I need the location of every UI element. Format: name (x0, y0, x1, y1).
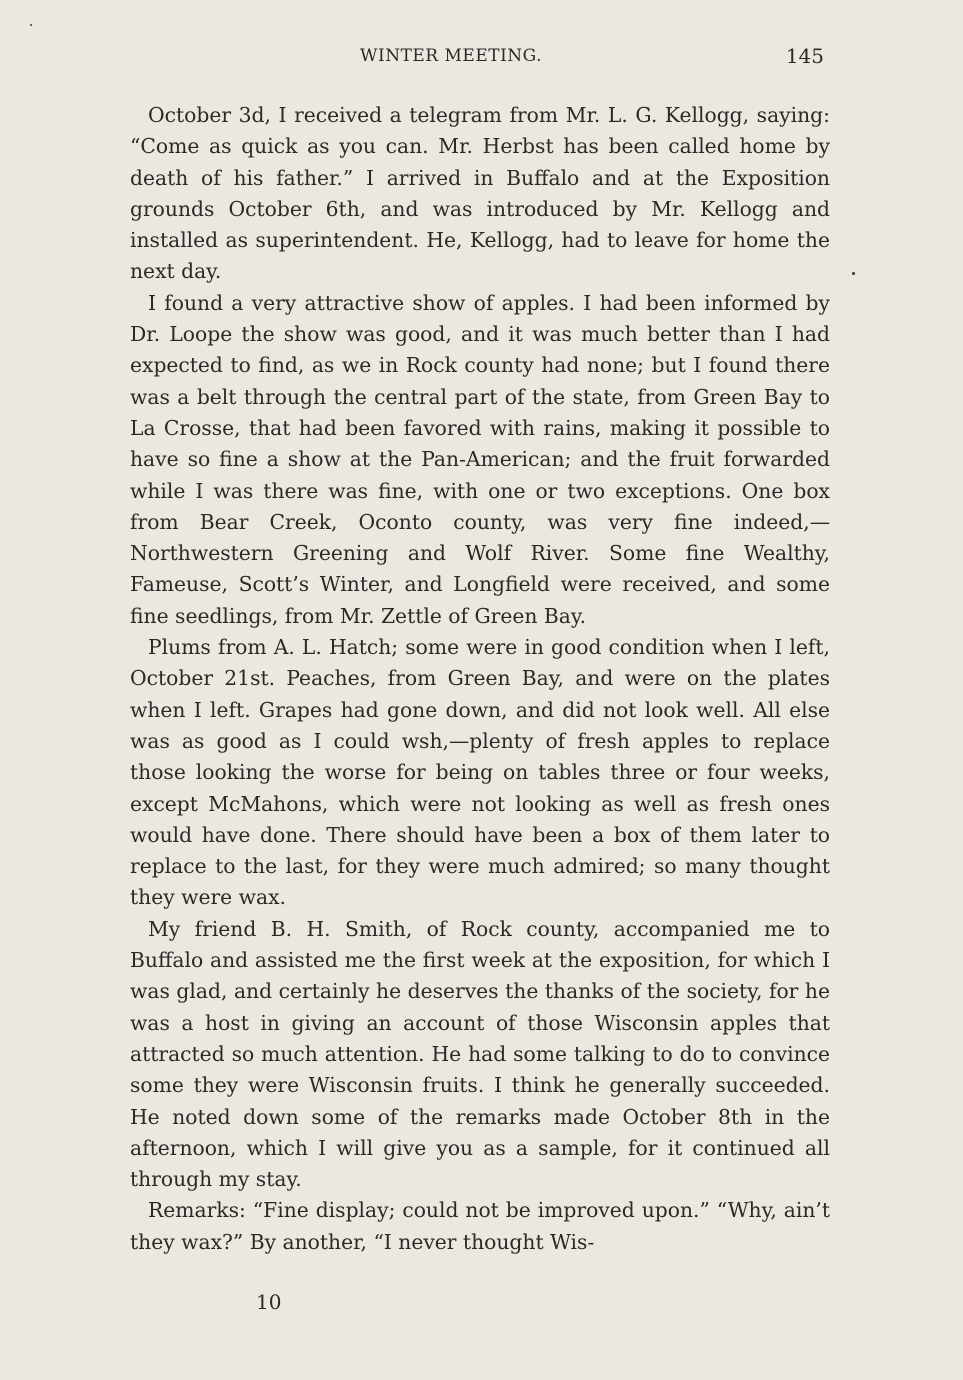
paragraph-plums-peaches: Plums from A. L. Hatch; some were in good condition when I left, October 21st. Peaches, from Green Bay, and were on the plates when I left. Grapes had gone down, and did not look well. All else was as good as I could wsh,—plenty of fresh apples to replace those looking the worse for being on tables three or four weeks, except McMahons, which were not looking as well as fresh ones would have done. There should have been a box of them later to replace to the last, for they were much admired; so many thought they were wax. (130, 635, 830, 910)
paragraph-apples-show: I found a very attractive show of apples. I had been informed by Dr. Loope the show was good, and it was much better than I had expected to find, as we in Rock county had none; but I found there was a belt through the central part of the state, from Green Bay to La Crosse, that had been favored with rains, making it possible to have so fine a show at the Pan-American; and the fruit forwarded while I was there was fine, with one or two exceptions. One box from Bear Creek, Oconto county, was very fine indeed,—Northwestern Greening and Wolf River. Some fine Wealthy, Fameuse, Scott’s Winter, and Longfield were received, and some fine seedlings, from Mr. Zettle of Green Bay. (130, 290, 830, 628)
running-title: WINTER MEETING. (360, 46, 543, 66)
paragraph-friend-smith: My friend B. H. Smith, of Rock county, accompanied me to Buffalo and assisted me the first week at the exposition, for which I was glad, and certainly he deserves the thanks of the society, for he was a host in giving an account of those Wisconsin apples that attracted so much attention. He had some talking to do to convince some they were Wisconsin fruits. I think he generally succeeded. He noted down some of the remarks made October 8th in the afternoon, which I will give you as a sample, for it continued all through my stay. (130, 916, 830, 1192)
paragraph-remarks: Remarks: “Fine display; could not be improved upon.” “Why, ain’t they wax?” By another, “I never thought Wis- (130, 1198, 830, 1254)
body-text (130, 100, 830, 1258)
running-head (130, 46, 830, 76)
paper-speck (852, 272, 855, 275)
paragraph-telegram: October 3d, I received a telegram from Mr. L. G. Kellogg, saying: “Come as quick as you can. Mr. Herbst has been called home by death of his father.” I arrived in Buffalo and at the Exposition grounds October 6th, and was introduced by Mr. Kellogg and installed as superintendent. He, Kellogg, had to leave for home the next day. (130, 103, 830, 284)
paper-speck (30, 24, 32, 26)
page-number: 145 (785, 44, 824, 68)
signature-mark: 10 (256, 1290, 282, 1314)
